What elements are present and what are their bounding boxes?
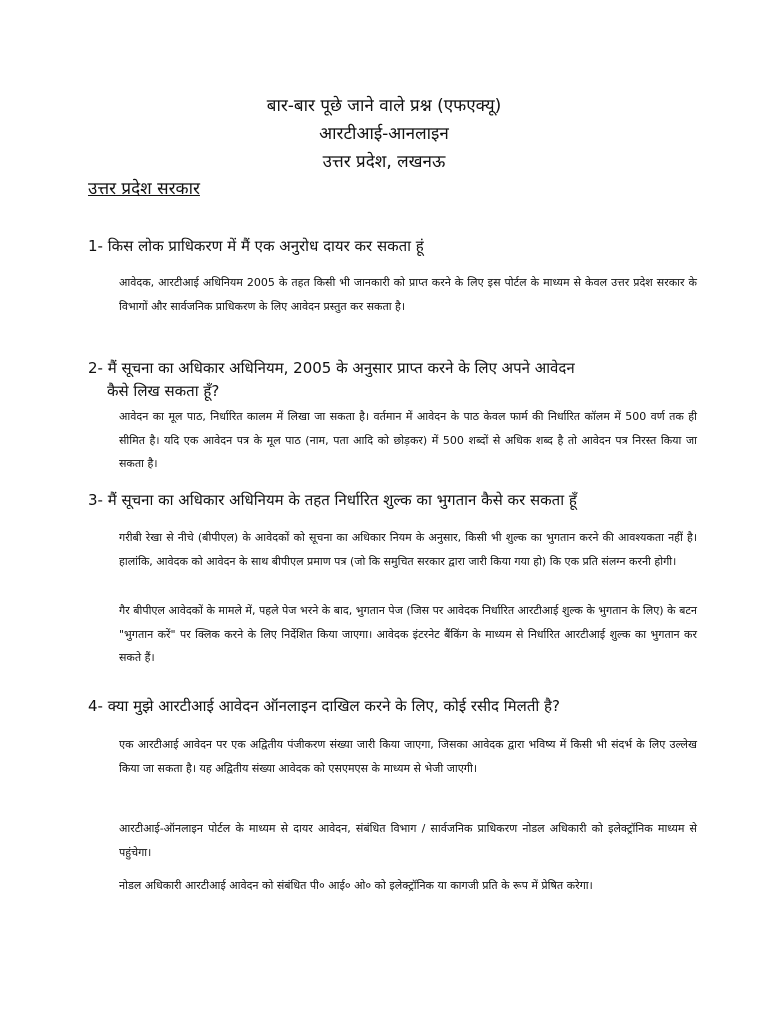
faq-number: 2- — [88, 359, 103, 377]
section-heading: उत्तर प्रदेश सरकार — [88, 179, 200, 199]
faq-number: 1- — [88, 237, 103, 255]
title-line-2: आरटीआई-आनलाइन — [319, 124, 449, 144]
document-title — [0, 92, 768, 176]
faq-question-text: क्या मुझे आरटीआई आवेदन ऑनलाइन दाखिल करने के लिए, कोई रसीद मिलती है? — [107, 697, 560, 715]
title-line-3: उत्तर प्रदेश, लखनऊ — [322, 152, 446, 172]
faq-question-2-continued: कैसे लिख सकता हूँ? — [107, 382, 220, 400]
faq-number: 4- — [88, 697, 103, 715]
faq-answer: गरीबी रेखा से नीचे (बीपीएल) के आवेदकों को सूचना का अधिकार नियम के अनुसार, किसी भी शुल्क का भुगतान करने की आवश्यकता नहीं है। हालांकि, आवेदक को आवेदन के साथ बीपीएल प्रमाण पत्र (जो कि समुचित सरकार द्वारा जारी किया गया हो) कि एक प्रति संलग्न करनी होगी। — [119, 531, 697, 568]
faq-question-text: किस लोक प्राधिकरण में मैं एक अनुरोध दायर कर सकता हूं — [107, 237, 424, 255]
faq-answer: आवेदन का मूल पाठ, निर्धारित कालम में लिखा जा सकता है। वर्तमान में आवेदन के पाठ केवल फार्म की निर्धारित कॉलम में 500 वर्ण तक ही सीमित है। यदि एक आवेदन पत्र के मूल पाठ (नाम, पता आदि को छोड़कर) में 500 शब्दों से अधिक शब्द है तो आवेदन पत्र निरस्त किया जा सकता है। — [119, 410, 697, 470]
faq-question-text: मैं सूचना का अधिकार अधिनियम, 2005 के अनुसार प्राप्त करने के लिए अपने आवेदन — [107, 359, 575, 377]
faq-answer: नोडल अधिकारी आरटीआई आवेदन को संबंधित पी० आई० ओ० को इलेक्ट्रॉनिक या कागजी प्रति के रूप में प्रेषित करेगा। — [119, 879, 593, 892]
faq-answer: गैर बीपीएल आवेदकों के मामले में, पहले पेज भरने के बाद, भुगतान पेज (जिस पर आवेदक निर्धारित आरटीआई शुल्क के भुगतान के लिए) के बटन "भुगतान करें" पर क्लिक करने के लिए निर्देशित किया जाएगा। आवेदक इंटरनेट बैंकिंग के माध्यम से निर्धारित आरटीआई शुल्क का भुगतान कर सकते हैं। — [119, 604, 697, 664]
faq-question-4 — [88, 695, 560, 717]
faq-answer: एक आरटीआई आवेदन पर एक अद्वितीय पंजीकरण संख्या जारी किया जाएगा, जिसका आवेदक द्वारा भविष्य में किसी भी संदर्भ के लिए उल्लेख किया जा सकता है। यह अद्वितीय संख्या आवेदक को एसएमएस के माध्यम से भेजी जाएगी। — [119, 738, 697, 775]
faq-question-text: मैं सूचना का अधिकार अधिनियम के तहत निर्धारित शुल्क का भुगतान कैसे कर सकता हूँ — [107, 491, 577, 509]
faq-question-3 — [88, 489, 577, 511]
faq-answer: आवेदक, आरटीआई अधिनियम 2005 के तहत किसी भी जानकारी को प्राप्त करने के लिए इस पोर्टल के माध्यम से केवल उत्तर प्रदेश सरकार के विभागों और सार्वजनिक प्राधिकरण के लिए आवेदन प्रस्तुत कर सकता है। — [119, 276, 697, 313]
faq-question-2 — [88, 357, 575, 379]
faq-question-1 — [88, 235, 424, 257]
faq-answer: आरटीआई-ऑनलाइन पोर्टल के माध्यम से दायर आवेदन, संबंधित विभाग / सार्वजनिक प्राधिकरण नोडल अधिकारी को इलेक्ट्रॉनिक माध्यम से पहुंचेगा। — [119, 822, 697, 859]
title-line-1: बार-बार पूछे जाने वाले प्रश्न (एफएक्यू) — [266, 96, 502, 116]
faq-number: 3- — [88, 491, 103, 509]
